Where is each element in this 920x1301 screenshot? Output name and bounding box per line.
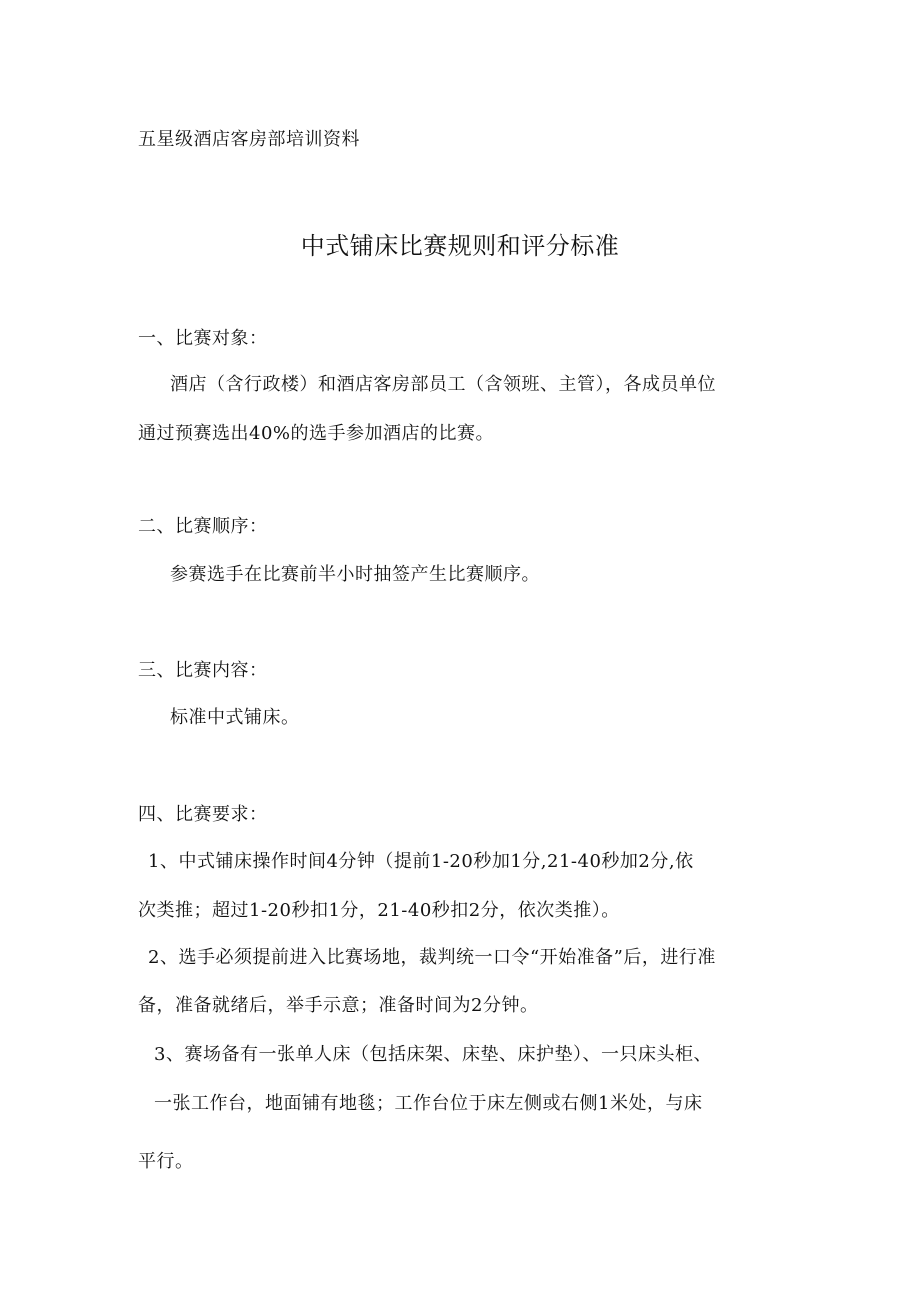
paragraph-line: 2、选手必须提前进入比赛场地，裁判统一口令“开始准备”后，进行准	[148, 947, 716, 968]
paragraph-line: 标准中式铺床。	[170, 707, 300, 728]
paragraph-line: 平行。	[138, 1151, 194, 1172]
paragraph-line: 酒店（含行政楼）和酒店客房部员工（含领班、主管），各成员单位	[170, 374, 716, 395]
section-heading: 二、比赛顺序：	[138, 516, 268, 537]
section-heading: 一、比赛对象：	[138, 328, 268, 349]
document-title: 中式铺床比赛规则和评分标准	[300, 232, 620, 260]
paragraph-line: 一张工作台，地面铺有地毯；工作台位于床左侧或右侧1米处，与床	[154, 1093, 703, 1114]
section-heading: 三、比赛内容：	[138, 660, 268, 681]
paragraph-line: 次类推；超过1-20秒扣1分，21-40秒扣2分，依次类推）。	[138, 900, 620, 921]
section-heading: 四、比赛要求：	[138, 804, 268, 825]
paragraph-line: 参赛选手在比赛前半小时抽签产生比赛顺序。	[170, 564, 540, 585]
paragraph-line: 1、中式铺床操作时间4分钟（提前1-20秒加1分,21-40秒加2分,依	[148, 851, 694, 872]
paragraph-line: 通过预赛选出40%的选手参加酒店的比赛。	[138, 423, 495, 444]
paragraph-line: 3、赛场备有一张单人床（包括床架、床垫、床护垫）、一只床头柜、	[154, 1044, 712, 1065]
document-header: 五星级酒店客房部培训资料	[138, 129, 360, 150]
paragraph-line: 备，准备就绪后，举手示意；准备时间为2分钟。	[138, 995, 539, 1016]
